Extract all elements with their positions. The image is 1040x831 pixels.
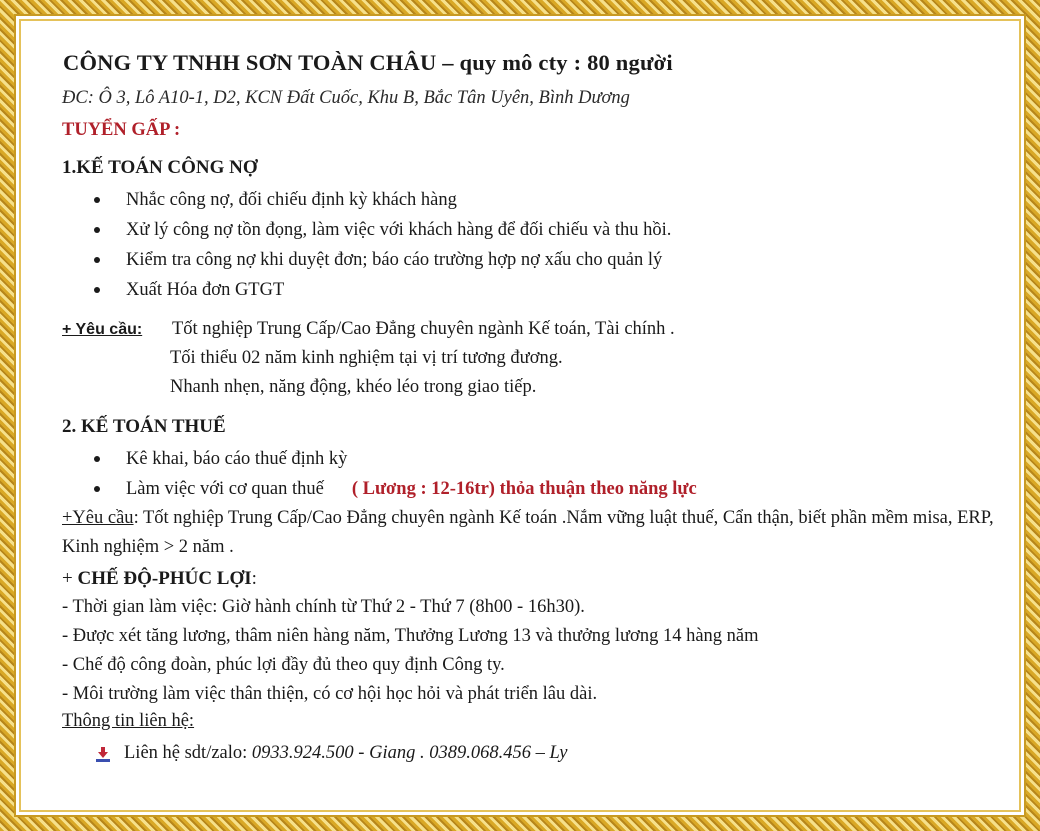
duty-text: Kiểm tra công nợ khi duyệt đơn; báo cáo trường hợp nợ xấu cho quản lý	[126, 250, 663, 270]
benefits-title	[62, 564, 1008, 593]
position-2-duties	[48, 444, 1008, 504]
requirements-label: + Yêu cầu:	[62, 321, 143, 338]
bullet-icon	[94, 456, 100, 462]
duty-text: Làm việc với cơ quan thuế	[126, 479, 324, 499]
bullet-icon	[94, 197, 100, 203]
contact-phones: 0933.924.500 - Giang . 0389.068.456 – Ly	[251, 743, 568, 763]
job-posting	[48, 36, 1008, 768]
requirement-text: Tối thiểu 02 năm kinh nghiệm tại vị trí tương đương.	[170, 348, 563, 368]
list-item	[94, 444, 1008, 474]
urgent-hiring-label: TUYỂN GẤP :	[62, 120, 181, 140]
requirement-text: : Tốt nghiệp Trung Cấp/Cao Đẳng chuyên ngành Kế toán .Nắm vững luật thuế, Cẩn thận, biết phần mềm misa, ERP, Kinh nghiệm > 2 năm .	[62, 508, 994, 557]
position-2-requirements	[62, 504, 1012, 562]
requirement-text: Tốt nghiệp Trung Cấp/Cao Đẳng chuyên ngành Kế toán, Tài chính .	[172, 319, 675, 339]
company-address: ĐC: Ô 3, Lô A10-1, D2, KCN Đất Cuốc, Khu B, Bắc Tân Uyên, Bình Dương	[62, 88, 630, 108]
list-item	[94, 215, 1008, 245]
position-2-title: 2. KẾ TOÁN THUẾ	[62, 416, 226, 437]
benefits-title-prefix: +	[62, 568, 78, 589]
list-item	[94, 245, 1008, 275]
requirements-label: +Yêu cầu	[62, 508, 134, 528]
list-item	[94, 474, 1008, 504]
bullet-icon	[94, 227, 100, 233]
benefit-item: - Thời gian làm việc: Giờ hành chính từ Thứ 2 - Thứ 7 (8h00 - 16h30).	[62, 597, 585, 617]
list-item	[94, 185, 1008, 215]
benefits-title-suffix: :	[251, 568, 257, 589]
bullet-icon	[94, 287, 100, 293]
salary-range: ( Lương : 12-16tr) thỏa thuận theo năng lực	[351, 479, 697, 499]
position-1-title: 1.KẾ TOÁN CÔNG NỢ	[62, 157, 258, 178]
bullet-icon	[94, 257, 100, 263]
company-name: CÔNG TY TNHH SƠN TOÀN CHÂU – quy mô cty : 80 người	[63, 50, 673, 75]
list-item	[94, 275, 1008, 305]
duty-text: Kê khai, báo cáo thuế định kỳ	[126, 449, 348, 469]
bullet-icon	[94, 486, 100, 492]
duty-text: Xuất Hóa đơn GTGT	[126, 280, 285, 300]
duty-text: Nhắc công nợ, đối chiếu định kỳ khách hàng	[126, 190, 457, 210]
benefit-item: - Chế độ công đoàn, phúc lợi đầy đủ theo quy định Công ty.	[62, 655, 505, 675]
position-1-requirements	[62, 315, 1008, 402]
arrow-down-bullet-icon	[94, 744, 112, 762]
benefit-item: - Được xét tăng lương, thâm niên hàng năm, Thưởng Lương 13 và thưởng lương 14 hàng năm	[62, 626, 759, 646]
duty-text: Xử lý công nợ tồn đọng, làm việc với khách hàng để đối chiếu và thu hồi.	[126, 220, 672, 240]
benefit-item: - Môi trường làm việc thân thiện, có cơ hội học hỏi và phát triển lâu dài.	[62, 684, 598, 704]
contact-title: Thông tin liên hệ:	[62, 711, 195, 731]
position-1-duties	[48, 185, 1008, 305]
contact-label: Liên hệ sdt/zalo:	[124, 743, 252, 763]
requirement-text: Nhanh nhẹn, năng động, khéo léo trong giao tiếp.	[170, 377, 537, 397]
contact-info	[94, 738, 1008, 768]
benefits-title-text: CHẾ ĐỘ-PHÚC LỢI	[77, 568, 252, 589]
